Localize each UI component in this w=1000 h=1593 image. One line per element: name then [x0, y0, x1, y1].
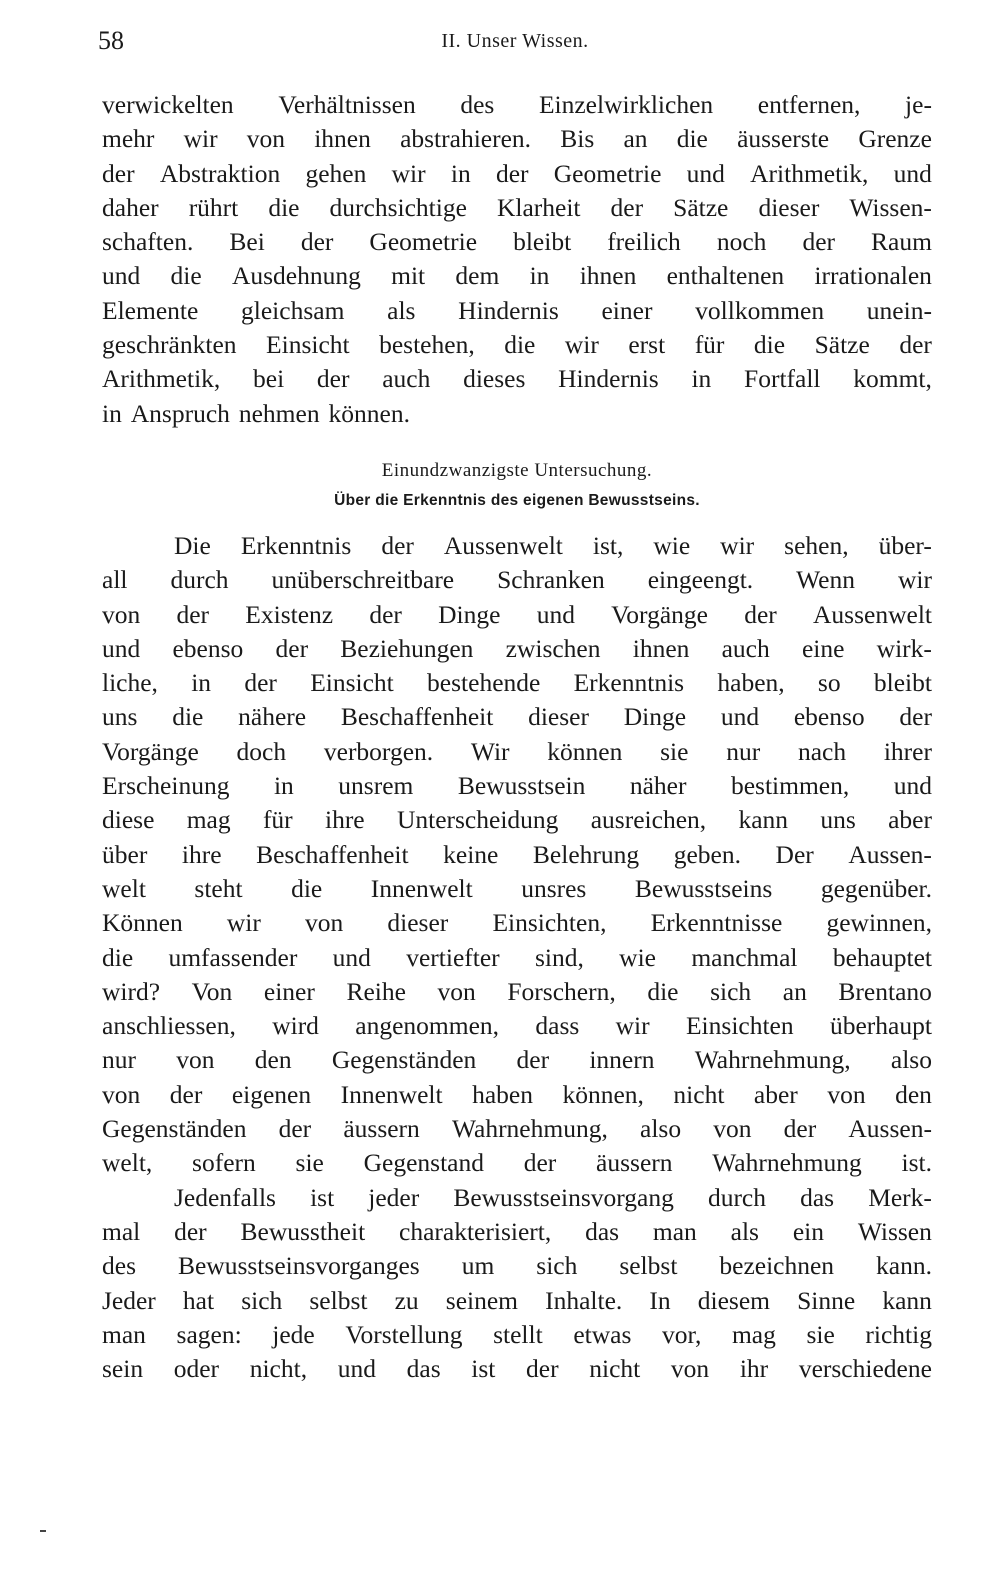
text-line: Gegenständen der äussern Wahrnehmung, also von der Aussen- — [102, 1114, 932, 1144]
section-title: Einundzwanzigste Untersuchung. — [381, 459, 653, 481]
text-line: nur von den Gegenständen der innern Wahrnehmung, also — [102, 1045, 932, 1075]
running-head: II. Unser Wissen. — [441, 30, 589, 52]
text-line: die umfassender und vertiefter sind, wie manchmal behauptet — [102, 942, 932, 972]
text-line: und ebenso der Beziehungen zwischen ihnen auch eine wirk- — [102, 633, 932, 663]
text-line: mehr wir von ihnen abstrahieren. Bis an die äusserste Grenze — [102, 124, 932, 154]
text-line: man sagen: jede Vorstellung stellt etwas vor, mag sie richtig — [102, 1319, 932, 1349]
text-line: anschliessen, wird angenommen, dass wir Einsichten überhaupt — [102, 1011, 932, 1041]
text-line: und die Ausdehnung mit dem in ihnen enthaltenen irrationalen — [102, 261, 932, 291]
section-subtitle: Über die Erkenntnis des eigenen Bewusstseins. — [334, 491, 700, 509]
text-line: Jeder hat sich selbst zu seinem Inhalte. In diesem Sinne kann — [102, 1285, 932, 1315]
paragraph — [102, 88, 932, 431]
page-header — [98, 26, 932, 62]
text-line: Die Erkenntnis der Aussenwelt ist, wie wir sehen, über- — [174, 530, 932, 560]
text-line: wird? Von einer Reihe von Forschern, die sich an Brentano — [102, 976, 932, 1006]
margin-mark — [40, 1530, 46, 1532]
text-line: Vorgänge doch verborgen. Wir können sie nur nach ihrer — [102, 736, 932, 766]
text-line: geschränkten Einsicht bestehen, die wir erst für die Sätze der — [102, 330, 932, 360]
text-line: in Anspruch nehmen können. — [102, 398, 410, 428]
page-number: 58 — [98, 26, 124, 55]
text-line: daher rührt die durchsichtige Klarheit der Sätze dieser Wissen- — [102, 192, 932, 222]
section-heading — [102, 455, 932, 515]
body-text — [102, 88, 932, 1386]
text-line: sein oder nicht, und das ist der nicht von ihr verschiedene — [102, 1354, 932, 1384]
text-line: des Bewusstseinsvorganges um sich selbst bezeichnen kann. — [102, 1251, 932, 1281]
paragraph — [102, 529, 932, 1181]
text-line: diese mag für ihre Unterscheidung ausreichen, kann uns aber — [102, 805, 932, 835]
text-line: Elemente gleichsam als Hindernis einer vollkommen unein- — [102, 295, 932, 325]
text-line: welt, sofern sie Gegenstand der äussern Wahrnehmung ist. — [102, 1148, 932, 1178]
text-line: schaften. Bei der Geometrie bleibt freilich noch der Raum — [102, 227, 932, 257]
text-line: über ihre Beschaffenheit keine Belehrung geben. Der Aussen- — [102, 839, 932, 869]
text-line: liche, in der Einsicht bestehende Erkenntnis haben, so bleibt — [102, 668, 932, 698]
text-line: Können wir von dieser Einsichten, Erkenntnisse gewinnen, — [102, 908, 932, 938]
text-line: verwickelten Verhältnissen des Einzelwirklichen entfernen, je- — [102, 90, 932, 119]
text-line: uns die nähere Beschaffenheit dieser Dinge und ebenso der — [102, 702, 932, 732]
text-line: Erscheinung in unsrem Bewusstsein näher bestimmen, und — [102, 771, 932, 801]
text-line: mal der Bewusstheit charakterisiert, das man als ein Wissen — [102, 1216, 932, 1246]
paragraph — [102, 1181, 932, 1387]
text-line: Arithmetik, bei der auch dieses Hindernis in Fortfall kommt, — [102, 364, 932, 394]
text-line: der Abstraktion gehen wir in der Geometrie und Arithmetik, und — [102, 158, 932, 188]
text-line: Jedenfalls ist jeder Bewusstseinsvorgang durch das Merk- — [174, 1182, 932, 1212]
text-line: von der Existenz der Dinge und Vorgänge der Aussenwelt — [102, 599, 932, 629]
text-line: all durch unüberschreitbare Schranken eingeengt. Wenn wir — [102, 565, 932, 595]
text-line: von der eigenen Innenwelt haben können, nicht aber von den — [102, 1079, 932, 1109]
text-line: welt steht die Innenwelt unsres Bewusstseins gegenüber. — [102, 873, 932, 903]
